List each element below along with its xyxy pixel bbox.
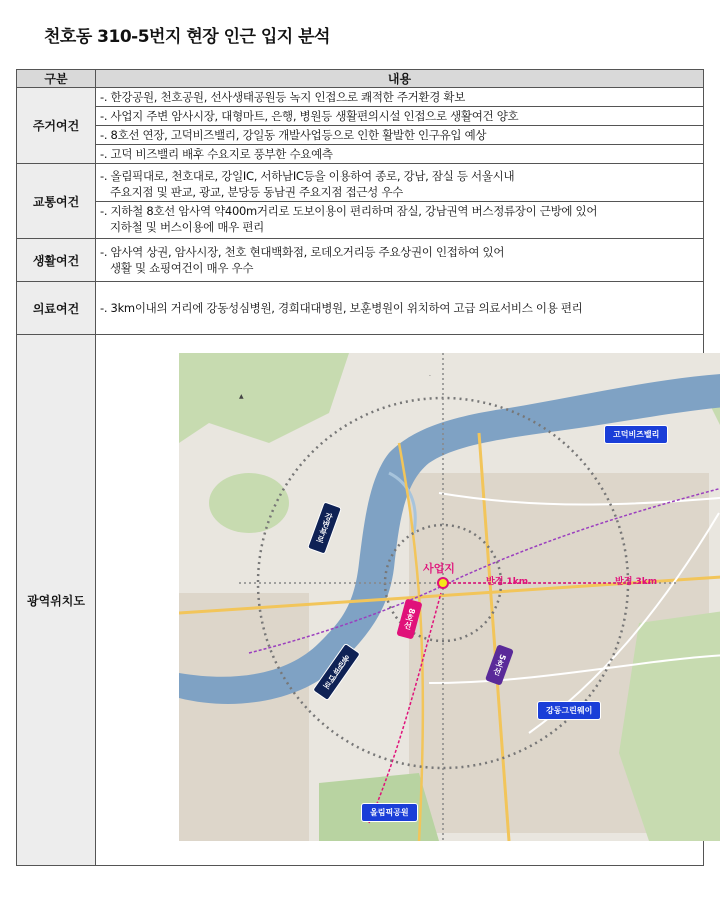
line5-label: 5호선 [485, 644, 514, 685]
radius-3km-label: 반경 3km [615, 577, 658, 587]
radius-1km-label: 반경 1km [486, 577, 529, 587]
wide-area-map: ▲ · 사업지 반경 1km 반경 3km 고덕비즈밸리 강동그린웨이 올림픽공원 강변북로 올림픽대로 8호선 5호선 [179, 353, 720, 841]
line8-label: 8호선 [396, 598, 422, 639]
category-residential: 주거여건 [17, 88, 96, 164]
category-transport: 교통여건 [17, 164, 96, 239]
analysis-table [16, 69, 704, 866]
content-line: -. 지하철 8호선 암사역 약400m거리로 도보이용이 편리하며 잠실, 강남권역 버스정류장이 근방에 있어 [100, 203, 598, 218]
page-title: 천호동 310-5번지 현장 인근 입지 분석 [44, 27, 330, 47]
content-line: -. 올림픽대로, 천호대로, 강일IC, 서하남IC등을 이용하여 종로, 강남, 잠실 등 서울시내 [100, 168, 515, 183]
olympic-road-label: 올림픽대로 [312, 643, 361, 701]
godeok-biz-valley-label: 고덕비즈밸리 [604, 425, 668, 444]
category-living: 생활여건 [17, 239, 96, 282]
row-residential [17, 88, 704, 164]
row-living [17, 239, 704, 282]
category-location-map: 광역위치도 [17, 335, 96, 866]
content-line: -. 8호선 연장, 고덕비즈밸리, 강일동 개발사업등으로 인한 활발한 인구유입 예상 [96, 126, 703, 145]
table-header-row [17, 70, 704, 88]
site-label: 사업지 [423, 562, 455, 575]
gangbyeon-road-label: 강변북로 [307, 501, 342, 554]
content-line: 생활 및 쇼핑여건이 매우 우수 [110, 261, 254, 275]
header-category: 구분 [17, 70, 96, 88]
olympic-park-label: 올림픽공원 [361, 803, 418, 822]
header-content: 내용 [96, 70, 704, 88]
content-line: 지하철 및 버스이용에 매우 편리 [110, 219, 264, 234]
content-line: -. 고덕 비즈밸리 배후 수요지로 풍부한 수요예측 [100, 147, 333, 161]
content-line: -. 사업지 주변 암사시장, 대형마트, 은행, 병원등 생활편의시설 인접으로 생활여건 양호 [96, 107, 703, 126]
content-line: 주요지점 및 판교, 광교, 분당등 동남권 주요지점 접근성 우수 [110, 184, 403, 199]
content-line: -. 암사역 상권, 암사시장, 천호 현대백화점, 로데오거리등 주요상권이 인접하여 있어 [100, 245, 505, 259]
row-location-map [17, 335, 704, 866]
row-medical [17, 282, 704, 335]
category-medical: 의료여건 [17, 282, 96, 335]
content-line: -. 한강공원, 천호공원, 선사생태공원등 녹지 인접으로 쾌적한 주거환경 확보 [96, 88, 703, 107]
gangdong-greenway-label: 강동그린웨이 [537, 701, 601, 720]
content-line: -. 3km이내의 거리에 강동성심병원, 경희대대병원, 보훈병원이 위치하여 고급 의료서비스 이용 편리 [100, 301, 583, 315]
row-transport [17, 164, 704, 239]
